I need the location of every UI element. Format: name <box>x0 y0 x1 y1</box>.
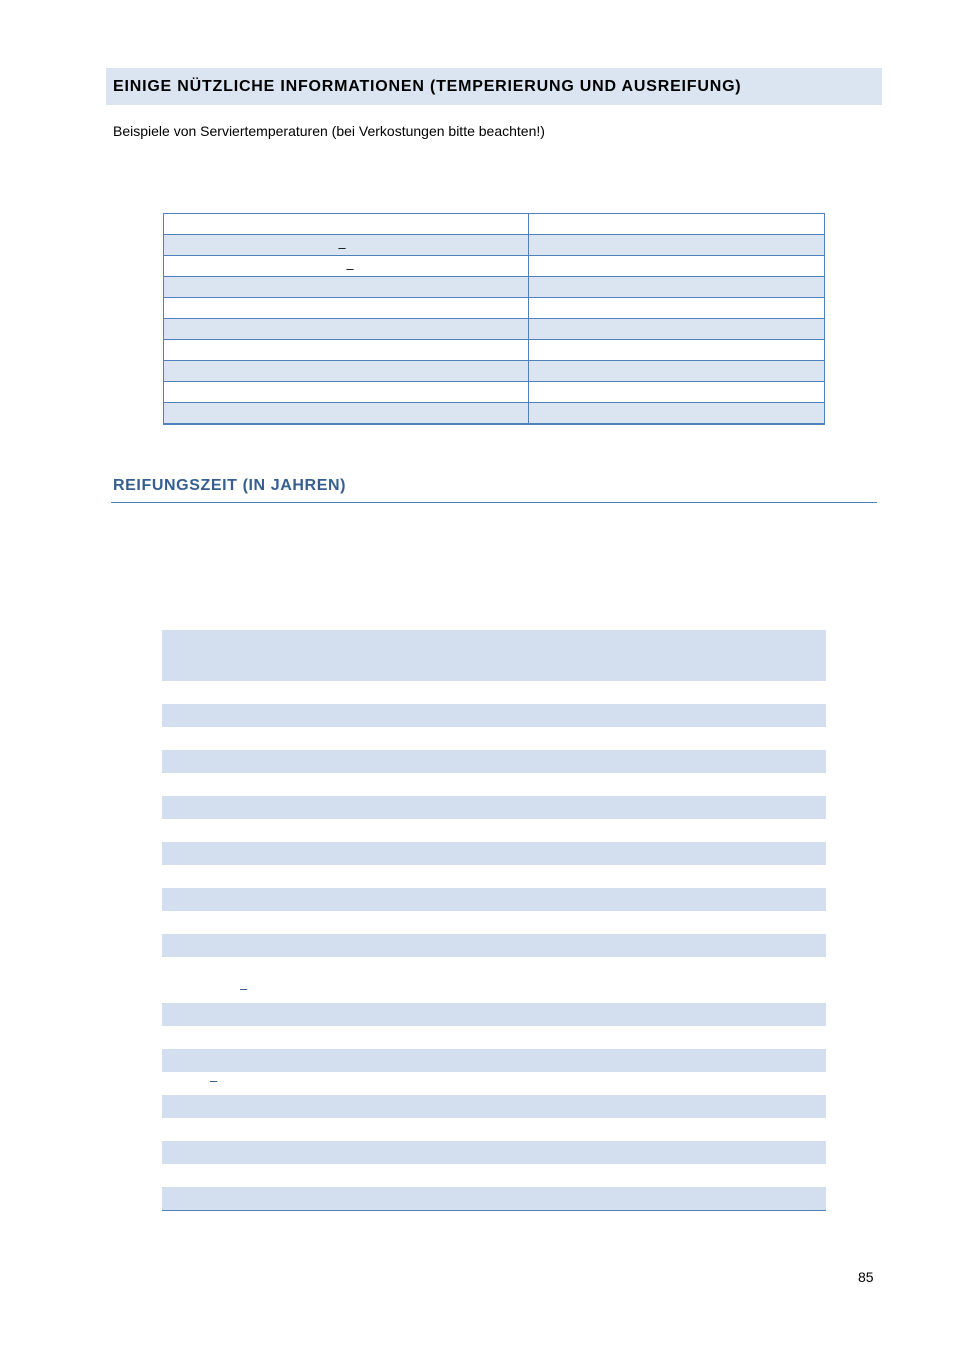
section-heading: EINIGE NÜTZLICHE INFORMATIONEN (TEMPERIERUNG UND AUSREIFUNG) <box>106 68 882 105</box>
dash-mark: – <box>210 1073 218 1088</box>
table-cell <box>529 256 825 277</box>
table-cell <box>164 340 529 361</box>
table-row <box>164 298 825 319</box>
table-cell <box>164 382 529 403</box>
dash-mark: – <box>338 240 346 255</box>
table-row <box>164 214 825 235</box>
table-row <box>162 750 826 773</box>
serving-temperature-table <box>163 213 825 425</box>
table-row <box>164 382 825 403</box>
table-cell <box>529 403 825 425</box>
table-cell <box>164 277 529 298</box>
table-row <box>162 1118 826 1141</box>
table-row <box>162 1003 826 1026</box>
table-cell <box>164 256 529 277</box>
table-row <box>162 727 826 750</box>
table-row <box>162 1026 826 1049</box>
intro-text: Beispiele von Serviertemperaturen (bei Verkostungen bitte beachten!) <box>113 123 545 139</box>
table-row <box>162 1187 826 1210</box>
table-cell <box>164 361 529 382</box>
table-cell <box>529 235 825 256</box>
table-row <box>162 819 826 842</box>
table-header-row <box>162 630 826 681</box>
table-cell <box>529 340 825 361</box>
table-row <box>162 980 826 1003</box>
table-row <box>162 681 826 704</box>
table-row <box>162 865 826 888</box>
table-row <box>162 1095 826 1118</box>
table-row <box>164 235 825 256</box>
table-row <box>162 842 826 865</box>
heading-underline <box>111 502 877 503</box>
table-cell <box>164 298 529 319</box>
table-row <box>162 934 826 957</box>
table-row <box>162 773 826 796</box>
table-row <box>164 340 825 361</box>
table-cell <box>529 277 825 298</box>
table-row <box>164 403 825 425</box>
table-bottom-border <box>162 1210 826 1211</box>
dash-mark: – <box>346 261 354 276</box>
table-row <box>162 796 826 819</box>
dash-mark: – <box>240 981 248 996</box>
table-row <box>162 957 826 980</box>
maturation-table <box>162 630 826 1211</box>
page-number: 85 <box>858 1269 874 1285</box>
table-cell <box>529 382 825 403</box>
table-row <box>162 704 826 727</box>
table-cell <box>529 214 825 235</box>
table-cell <box>529 361 825 382</box>
table-row <box>162 911 826 934</box>
table-row <box>162 1072 826 1095</box>
table-cell <box>529 319 825 340</box>
table-row <box>164 361 825 382</box>
table-row <box>162 1049 826 1072</box>
table-row <box>164 319 825 340</box>
table-cell <box>164 319 529 340</box>
table-cell <box>164 235 529 256</box>
table-cell <box>164 403 529 425</box>
table-row <box>164 277 825 298</box>
table-row <box>164 256 825 277</box>
table-row <box>162 888 826 911</box>
table-cell <box>529 298 825 319</box>
subsection-heading: REIFUNGSZEIT (IN JAHREN) <box>113 477 347 494</box>
table-cell <box>164 214 529 235</box>
table-row <box>162 1164 826 1187</box>
table-row <box>162 1141 826 1164</box>
